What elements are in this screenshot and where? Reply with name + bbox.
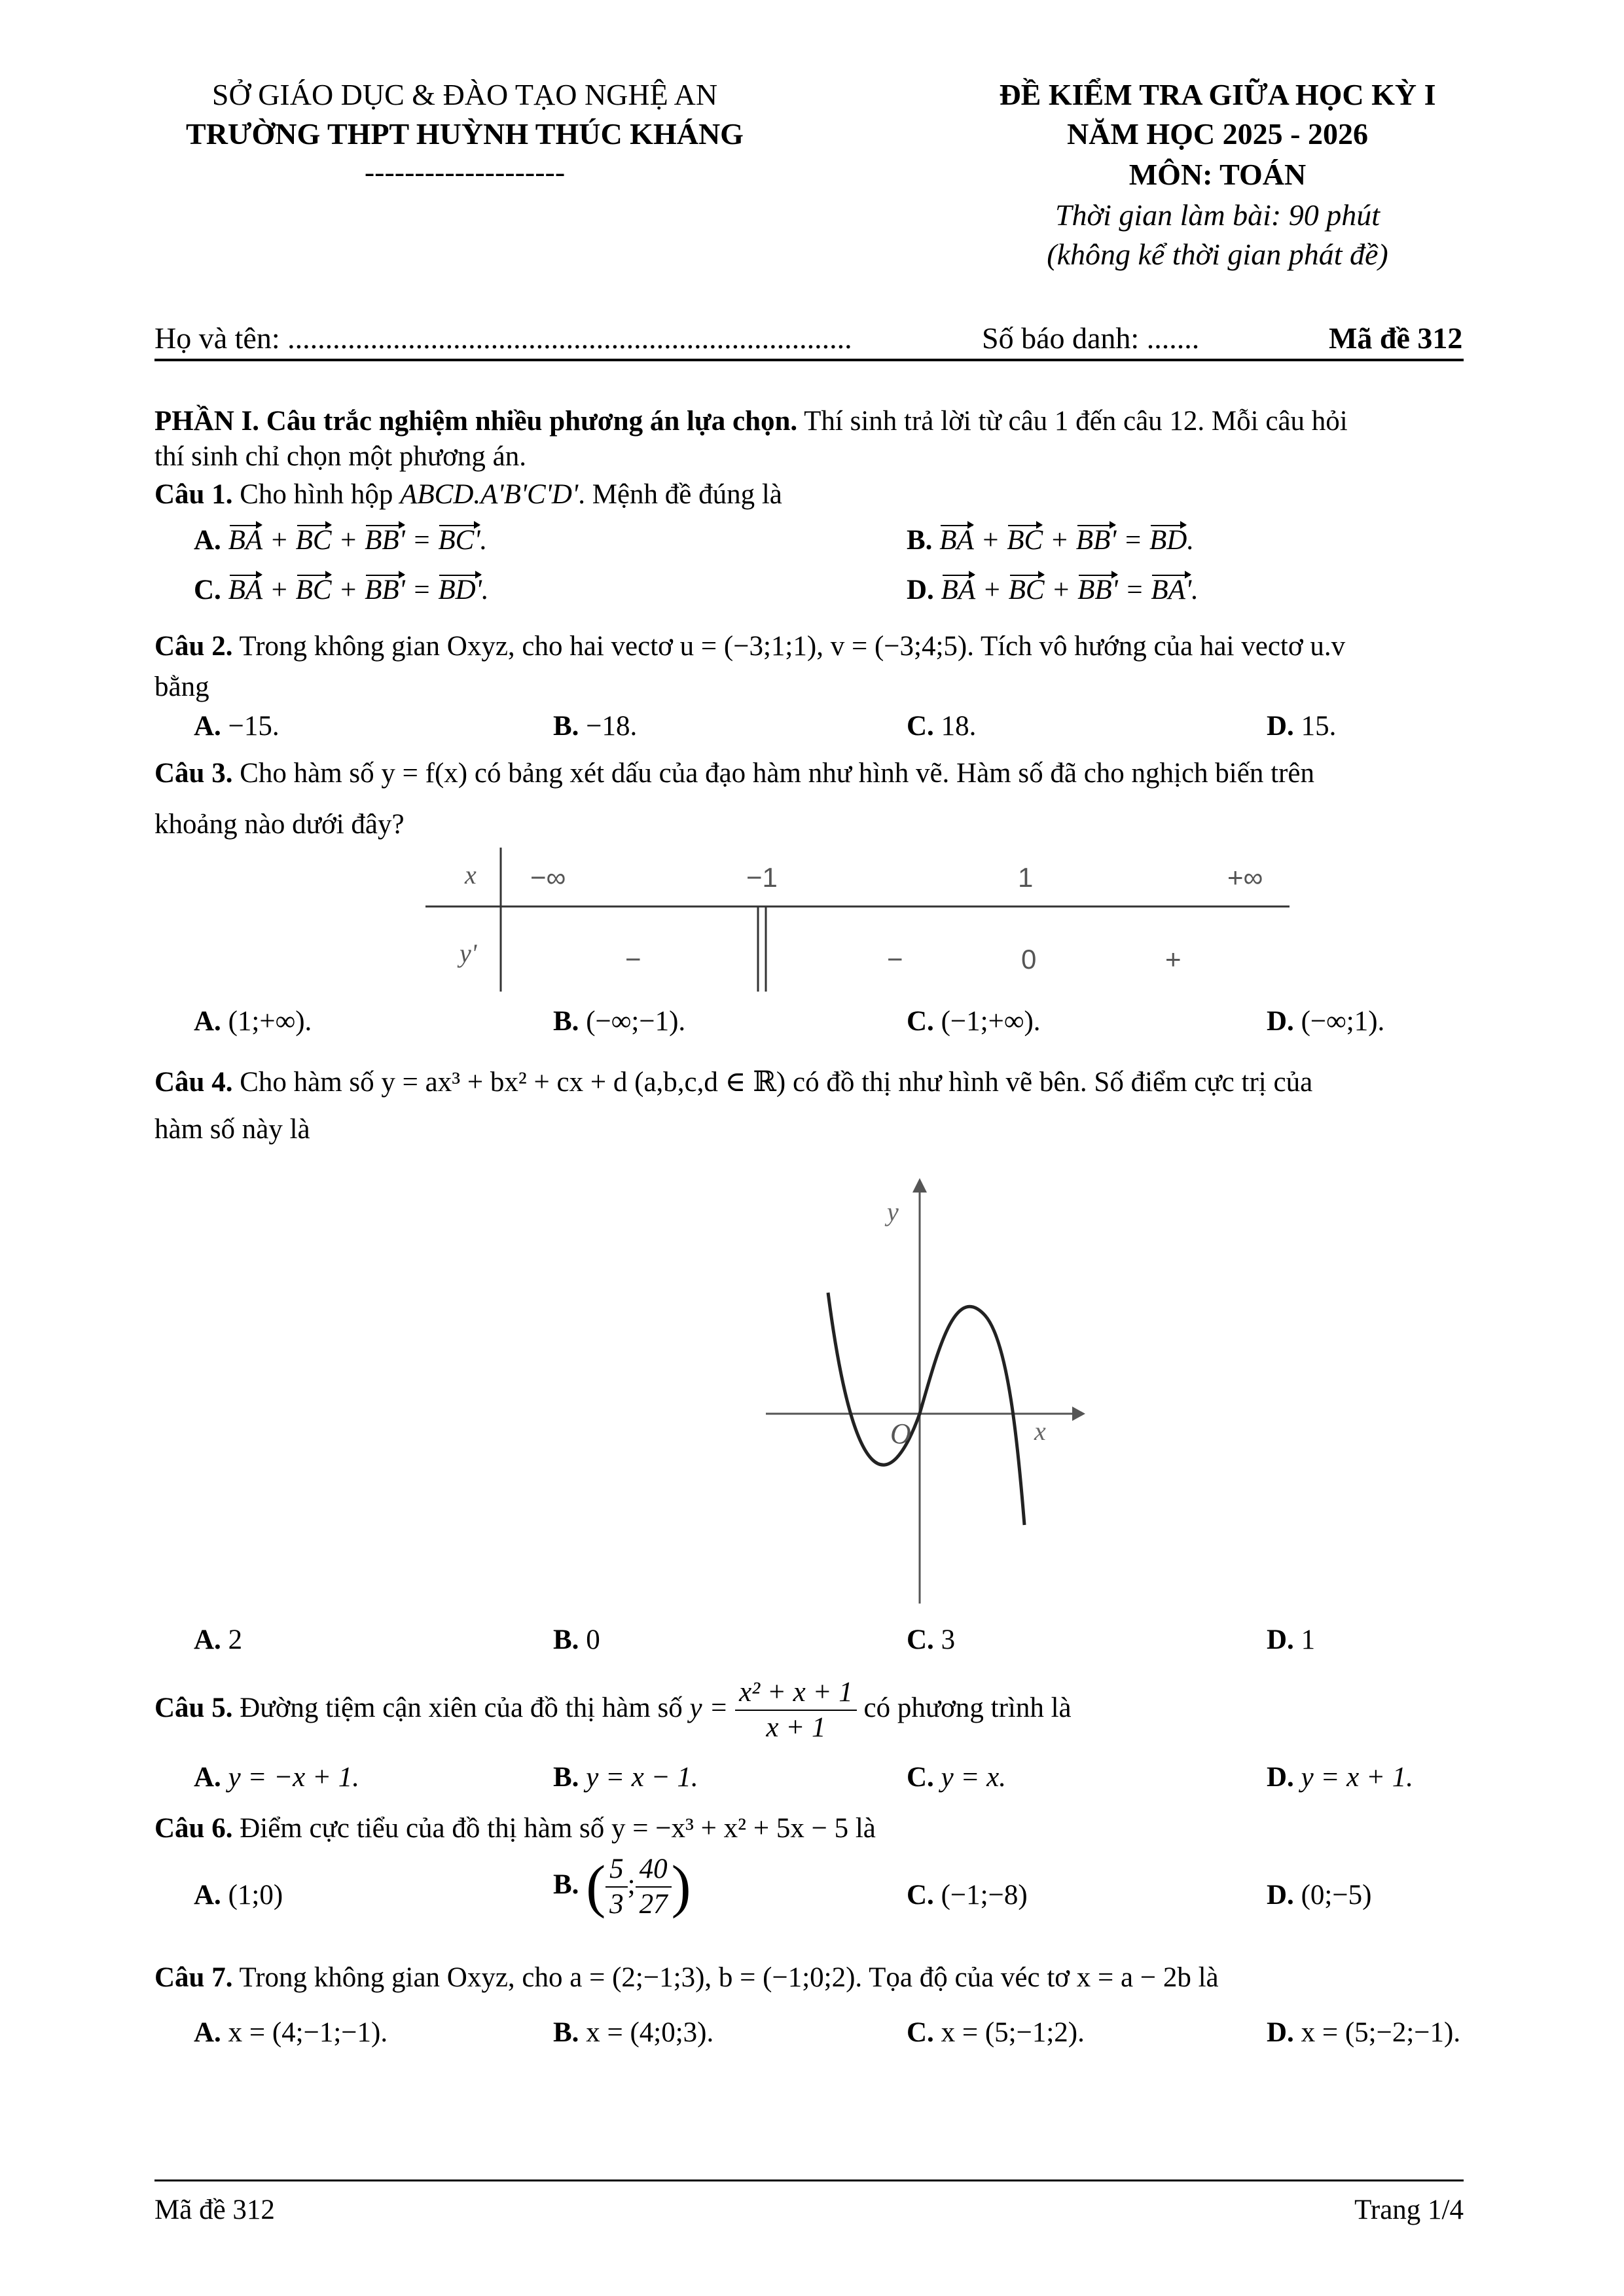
q4-text: Cho hàm số y = ax³ + bx² + cx + d (a,b,c,d ∈ ℝ) có đồ thị như hình vẽ bên. Số điểm cực trị của bbox=[232, 1067, 1313, 1098]
option-letter: B. bbox=[553, 2017, 579, 2048]
q2-option-d[interactable] bbox=[1267, 709, 1336, 744]
part1-desc-2: thí sinh chỉ chọn một phương án. bbox=[154, 441, 526, 472]
q2-text: Trong không gian Oxyz, cho hai vectơ u = (−3;1;1), v = (−3;4;5). Tích vô hướng của hai vectơ u.v bbox=[232, 631, 1346, 662]
q4-option-c[interactable] bbox=[907, 1623, 955, 1657]
graph-y-arrow bbox=[912, 1178, 927, 1193]
q6-label: Câu 6. bbox=[154, 1813, 233, 1844]
graph-origin-label: O bbox=[890, 1418, 911, 1450]
sign-table-sign-0: − bbox=[625, 944, 641, 975]
q1-a-prime: ' bbox=[474, 525, 480, 556]
school-name: TRƯỜNG THPT HUỲNH THÚC KHÁNG bbox=[186, 117, 744, 151]
q3-option-a[interactable] bbox=[194, 1005, 312, 1039]
q3-option-c[interactable] bbox=[907, 1005, 1041, 1039]
part1-desc: Thí sinh trả lời từ câu 1 đến câu 12. Mỗi câu hỏi bbox=[797, 406, 1348, 437]
q4-option-a[interactable] bbox=[194, 1623, 242, 1657]
q1-d-prime: ' bbox=[1185, 575, 1192, 605]
q1-label: Câu 1. bbox=[154, 479, 233, 510]
q3-option-b[interactable] bbox=[553, 1005, 685, 1039]
q2-option-b[interactable] bbox=[553, 709, 637, 744]
part1-intro bbox=[154, 404, 1490, 439]
q5-fraction bbox=[735, 1676, 857, 1745]
option-letter: C. bbox=[907, 1880, 934, 1910]
q6-b-den1: 3 bbox=[609, 1889, 624, 1920]
q5-d-value: y = x + 1. bbox=[1301, 1762, 1414, 1793]
q5-text2: có phương trình là bbox=[856, 1692, 1072, 1723]
q7-option-a[interactable] bbox=[194, 2016, 388, 2050]
q7-text: Trong không gian Oxyz, cho a = (2;−1;3), b = (−1;0;2). Tọa độ của véc tơ x = a − 2b là bbox=[232, 1962, 1219, 1993]
part1-title: PHẦN I. Câu trắc nghiệm nhiều phương án lựa chọn. bbox=[154, 406, 798, 437]
q7-option-b[interactable] bbox=[553, 2016, 713, 2050]
q6-option-d[interactable] bbox=[1267, 1878, 1371, 1912]
q5-numerator: x² + x + 1 bbox=[735, 1676, 857, 1711]
q3-text: Cho hàm số y = f(x) có bảng xét dấu của đạo hàm như hình vẽ. Hàm số đã cho nghịch biến trên bbox=[232, 758, 1314, 789]
q6-a-value: (1;0) bbox=[228, 1880, 283, 1910]
q3-d-value: (−∞;1). bbox=[1301, 1006, 1385, 1037]
q6-text: Điểm cực tiểu của đồ thị hàm số y = −x³ + x² + 5x − 5 là bbox=[232, 1813, 876, 1844]
q1-text: Cho hình hộp bbox=[232, 479, 401, 510]
exam-code: Mã đề 312 bbox=[1329, 321, 1463, 355]
sign-table-sign-2: 0 bbox=[1021, 944, 1037, 975]
sign-table-sign-3: + bbox=[1165, 944, 1182, 975]
q5-denominator: x + 1 bbox=[766, 1712, 826, 1743]
option-letter: D. bbox=[1267, 1880, 1294, 1910]
q2-option-c[interactable] bbox=[907, 709, 976, 744]
option-letter: D. bbox=[1267, 1624, 1294, 1655]
q7-c-value: x = (5;−1;2). bbox=[941, 2017, 1085, 2048]
q4-d-value: 1 bbox=[1301, 1624, 1316, 1655]
q3-b-value: (−∞;−1). bbox=[586, 1006, 686, 1037]
q6-d-value: (0;−5) bbox=[1301, 1880, 1372, 1910]
option-letter: A. bbox=[194, 1624, 221, 1655]
q7-a-value: x = (4;−1;−1). bbox=[228, 2017, 388, 2048]
q1-option-c[interactable]: C. BA + BC + BB' = BD'. bbox=[194, 573, 489, 607]
sign-table-x-3: +∞ bbox=[1227, 862, 1263, 893]
option-letter: A. bbox=[194, 1006, 221, 1037]
option-letter: C. bbox=[194, 575, 221, 605]
q4-label: Câu 4. bbox=[154, 1067, 233, 1098]
q1-option-d[interactable]: D. BA + BC + BB' = BA'. bbox=[907, 573, 1199, 607]
q4-option-d[interactable] bbox=[1267, 1623, 1315, 1657]
q5-option-d[interactable] bbox=[1267, 1761, 1413, 1795]
header-rule bbox=[154, 359, 1464, 361]
option-letter: D. bbox=[1267, 2017, 1294, 2048]
option-letter: D. bbox=[1267, 711, 1294, 742]
q1-option-a[interactable]: A. BA + BC + BB' = BC'. bbox=[194, 524, 487, 558]
option-letter: B. bbox=[553, 1762, 579, 1793]
footer-code: Mã đề 312 bbox=[154, 2195, 275, 2225]
q2-c-value: 18. bbox=[941, 711, 977, 742]
q3-label: Câu 3. bbox=[154, 758, 233, 789]
q3-c-value: (−1;+∞). bbox=[941, 1006, 1041, 1037]
q5-option-a[interactable] bbox=[194, 1761, 359, 1795]
q6-option-b[interactable]: B. ( $\frac{5}{3}$ ; $\frac{40}{27}$ ) bbox=[553, 1852, 691, 1922]
option-letter: C. bbox=[907, 1762, 934, 1793]
sign-table-x-label: x bbox=[465, 860, 477, 889]
q4-text-2: hàm số này là bbox=[154, 1114, 310, 1145]
q4-c-value: 3 bbox=[941, 1624, 956, 1655]
option-letter: C. bbox=[907, 711, 934, 742]
q2-a-value: −15. bbox=[228, 711, 280, 742]
q5-text: Đường tiệm cận xiên của đồ thị hàm số bbox=[232, 1692, 690, 1723]
sign-table-x-2: 1 bbox=[1018, 862, 1034, 893]
q7-b-value: x = (4;0;3). bbox=[586, 2017, 714, 2048]
q4-a-value: 2 bbox=[228, 1624, 243, 1655]
question-2 bbox=[154, 630, 1490, 664]
option-letter: D. bbox=[1267, 1762, 1294, 1793]
dept-name: SỞ GIÁO DỤC & ĐÀO TẠO NGHỆ AN bbox=[211, 78, 718, 111]
question-7 bbox=[154, 1961, 1490, 1995]
subject: MÔN: TOÁN bbox=[1128, 158, 1307, 191]
sign-table-sign-1: − bbox=[887, 944, 903, 975]
question-5 bbox=[154, 1676, 1072, 1745]
q3-option-d[interactable] bbox=[1267, 1005, 1384, 1039]
question-6 bbox=[154, 1812, 876, 1846]
q5-option-b[interactable] bbox=[553, 1761, 698, 1795]
option-letter: A. bbox=[194, 1880, 221, 1910]
candidate-id-field: Số báo danh: ....... bbox=[982, 321, 1200, 355]
sign-table bbox=[419, 848, 1296, 995]
q6-b-num1: 5 bbox=[605, 1852, 628, 1888]
q5-option-c[interactable] bbox=[907, 1761, 1006, 1795]
q4-b-value: 0 bbox=[586, 1624, 600, 1655]
q2-label: Câu 2. bbox=[154, 631, 233, 662]
option-letter: C. bbox=[907, 1006, 934, 1037]
graph-y-label: y bbox=[887, 1197, 899, 1227]
q6-b-num2: 40 bbox=[636, 1852, 672, 1888]
option-letter: C. bbox=[907, 1624, 934, 1655]
page-number: Trang 1/4 bbox=[1354, 2195, 1464, 2225]
q6-b-den2: 27 bbox=[639, 1889, 668, 1920]
q3-a-value: (1;+∞). bbox=[228, 1006, 312, 1037]
option-letter: B. bbox=[553, 711, 579, 742]
q1-option-b[interactable]: B. BA + BC + BB' = BD. bbox=[907, 524, 1194, 558]
option-letter: B. bbox=[553, 1869, 579, 1900]
option-letter: B. bbox=[907, 525, 933, 556]
q1-a-rhs: BC bbox=[438, 525, 475, 556]
q2-option-a[interactable] bbox=[194, 709, 280, 744]
q2-text-2: bằng bbox=[154, 672, 209, 702]
q5-label: Câu 5. bbox=[154, 1692, 233, 1723]
q5-b-value: y = x − 1. bbox=[586, 1762, 698, 1793]
exam-title: ĐỀ KIỂM TRA GIỮA HỌC KỲ I bbox=[999, 78, 1436, 111]
option-letter: D. bbox=[907, 575, 934, 605]
sign-table-x-0: −∞ bbox=[530, 862, 566, 893]
q3-text-2: khoảng nào dưới đây? bbox=[154, 809, 405, 840]
option-letter: A. bbox=[194, 711, 221, 742]
option-letter: C. bbox=[907, 2017, 934, 2048]
q2-b-value: −18. bbox=[586, 711, 638, 742]
q6-option-a[interactable] bbox=[194, 1878, 283, 1912]
q7-label: Câu 7. bbox=[154, 1962, 233, 1993]
question-4 bbox=[154, 1066, 1490, 1100]
q4-option-b[interactable] bbox=[553, 1623, 600, 1657]
option-letter: A. bbox=[194, 2017, 221, 2048]
sign-table-x-1: −1 bbox=[746, 862, 778, 893]
q7-option-c[interactable] bbox=[907, 2016, 1085, 2050]
q7-option-d[interactable] bbox=[1267, 2016, 1460, 2050]
q5-a-value: y = −x + 1. bbox=[228, 1762, 360, 1793]
graph-x-label: x bbox=[1034, 1416, 1046, 1446]
graph-curve bbox=[828, 1293, 1024, 1525]
q1-c-rhs: BD bbox=[438, 575, 476, 605]
option-letter: A. bbox=[194, 525, 221, 556]
q2-d-value: 15. bbox=[1301, 711, 1337, 742]
graph-x-arrow bbox=[1072, 1407, 1085, 1421]
footer-rule bbox=[154, 2179, 1464, 2181]
name-field: Họ và tên: ........................................................................... bbox=[154, 321, 852, 355]
sign-table-yp-label: y' bbox=[460, 939, 477, 968]
header-dashes: -------------------- bbox=[364, 155, 566, 188]
question-1 bbox=[154, 478, 782, 512]
q1-math: ABCD.A'B'C'D' bbox=[400, 479, 579, 510]
q5-lhs: y = bbox=[689, 1692, 729, 1723]
option-letter: D. bbox=[1267, 1006, 1294, 1037]
cubic-graph bbox=[759, 1168, 1100, 1613]
q1-c-prime: ' bbox=[475, 575, 482, 605]
q6-c-value: (−1;−8) bbox=[941, 1880, 1028, 1910]
q5-c-value: y = x. bbox=[941, 1762, 1006, 1793]
q1-text2: . Mệnh đề đúng là bbox=[578, 479, 782, 510]
exam-time: Thời gian làm bài: 90 phút bbox=[1055, 198, 1380, 232]
q1-d-rhs: BA bbox=[1151, 575, 1185, 605]
q7-d-value: x = (5;−2;−1). bbox=[1301, 2017, 1461, 2048]
time-note: (không kể thời gian phát đề) bbox=[1047, 238, 1388, 271]
option-letter: B. bbox=[553, 1006, 579, 1037]
q1-b-rhs: BD bbox=[1149, 525, 1187, 556]
option-letter: A. bbox=[194, 1762, 221, 1793]
q6-option-c[interactable] bbox=[907, 1878, 1028, 1912]
school-year: NĂM HỌC 2025 - 2026 bbox=[1067, 117, 1368, 151]
option-letter: B. bbox=[553, 1624, 579, 1655]
question-3 bbox=[154, 757, 1490, 791]
